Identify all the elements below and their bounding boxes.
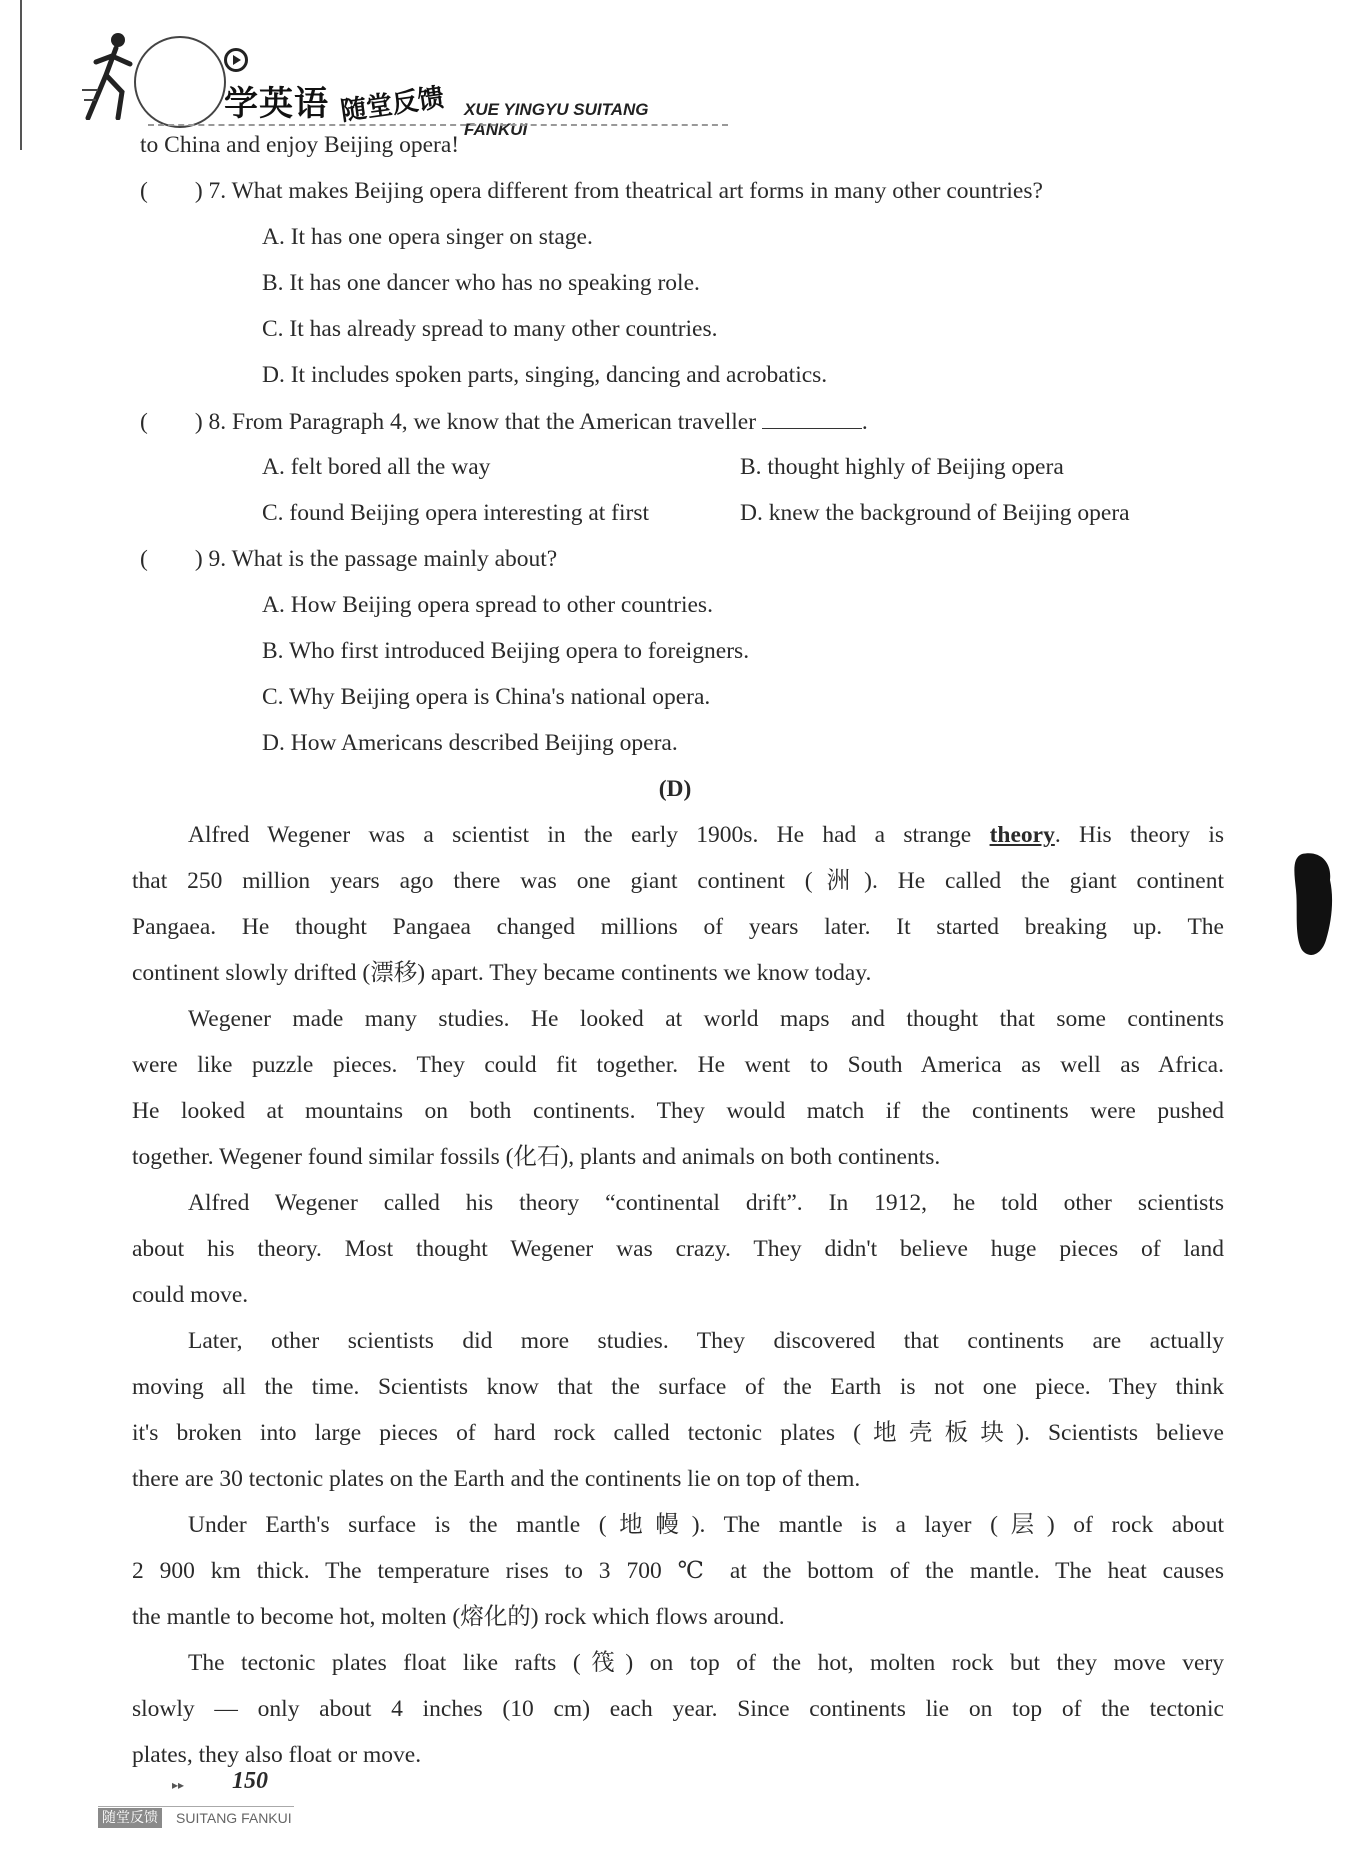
q9-option-a: A. How Beijing opera spread to other countries. <box>262 592 713 618</box>
p1-text-b: . His theory is <box>1054 822 1225 848</box>
ink-blot-icon <box>1292 850 1336 960</box>
header-divider <box>148 124 728 126</box>
passage-c-tail: to China and enjoy Beijing opera! <box>140 132 460 158</box>
p5-line-2: 2 900 km thick. The temperature rises to 3 700 ℃ at the bottom of the mantle. The heat causes <box>132 1558 1224 1584</box>
p1-line-2: that 250 million years ago there was one giant continent (洲). He called the giant continent <box>132 868 1224 894</box>
p1-text-a: Alfred Wegener was a scientist in the early 1900s. He had a strange <box>188 822 972 848</box>
header-circle-ornament <box>134 36 226 128</box>
bold-word-theory: theory <box>989 822 1055 848</box>
q9-option-d: D. How Americans described Beijing opera. <box>262 730 678 756</box>
p1-line-1 <box>188 820 1224 850</box>
p6-line-2: slowly — only about 4 inches (10 cm) each year. Since continents lie on top of the tectonic <box>132 1696 1224 1722</box>
p2-line-2: were like puzzle pieces. They could fit together. He went to South America as well as Africa. <box>132 1052 1224 1078</box>
page-number: 150 <box>232 1768 268 1794</box>
header-subtitle-cn: 随堂反馈 <box>338 82 446 128</box>
p2-line-1: Wegener made many studies. He looked at world maps and thought that some continents <box>188 1006 1224 1032</box>
binding-line <box>20 0 22 150</box>
p6-line-1: The tectonic plates float like rafts (筏) on top of the hot, molten rock but they move very <box>188 1650 1224 1676</box>
p5-line-1: Under Earth's surface is the mantle (地幔). The mantle is a layer (层) of rock about <box>188 1512 1224 1538</box>
p2-line-4: together. Wegener found similar fossils (化石), plants and animals on both continents. <box>132 1144 941 1170</box>
q8-option-d: D. knew the background of Beijing opera <box>740 500 1130 526</box>
q7-option-b: B. It has one dancer who has no speaking role. <box>262 270 700 296</box>
p5-line-3: the mantle to become hot, molten (熔化的) rock which flows around. <box>132 1604 785 1630</box>
q7-option-a: A. It has one opera singer on stage. <box>262 224 593 250</box>
p6-line-3: plates, they also float or move. <box>132 1742 422 1768</box>
q8-option-b: B. thought highly of Beijing opera <box>740 454 1064 480</box>
p4-line-3: it's broken into large pieces of hard rock called tectonic plates (地壳板块). Scientists believe <box>132 1420 1224 1446</box>
p4-line-1: Later, other scientists did more studies. They discovered that continents are actually <box>188 1328 1224 1354</box>
header-title-en: XUE YINGYU SUITANG FANKUI <box>464 100 649 139</box>
p1-line-3: Pangaea. He thought Pangaea changed millions of years later. It started breaking up. The <box>132 914 1224 940</box>
question-8-label: ( ) 8. From Paragraph 4, we know that the American traveller <box>140 409 757 435</box>
q9-option-c: C. Why Beijing opera is China's national opera. <box>262 684 711 710</box>
question-8-end: . <box>861 409 868 435</box>
p3-line-2: about his theory. Most thought Wegener was crazy. They didn't believe huge pieces of land <box>132 1236 1224 1262</box>
p1-line-4: continent slowly drifted (漂移) apart. They became continents we know today. <box>132 960 872 986</box>
footer-label-en: SUITANG FANKUI <box>176 1810 292 1826</box>
question-7: ( ) 7. What makes Beijing opera different from theatrical art forms in many other countries? <box>140 178 1043 204</box>
question-9: ( ) 9. What is the passage mainly about? <box>140 546 558 572</box>
play-icon <box>224 48 248 72</box>
q8-option-c: C. found Beijing opera interesting at first <box>262 500 650 526</box>
page-header <box>78 18 678 139</box>
q9-option-b: B. Who first introduced Beijing opera to foreigners. <box>262 638 750 664</box>
p4-line-4: there are 30 tectonic plates on the Earth and the continents lie on top of them. <box>132 1466 861 1492</box>
section-d-title: (D) <box>658 776 692 802</box>
q7-option-c: C. It has already spread to many other countries. <box>262 316 718 342</box>
q8-option-a: A. felt bored all the way <box>262 454 491 480</box>
footer-label-cn: 随堂反馈 <box>98 1808 162 1828</box>
question-8 <box>140 406 868 437</box>
p4-line-2: moving all the time. Scientists know that the surface of the Earth is not one piece. They think <box>132 1374 1224 1400</box>
p2-line-3: He looked at mountains on both continents. They would match if the continents were pushed <box>132 1098 1224 1124</box>
p3-line-1: Alfred Wegener called his theory “continental drift”. In 1912, he told other scientists <box>188 1190 1224 1216</box>
footer-arrows: ▸▸ <box>172 1778 185 1792</box>
q7-option-d: D. It includes spoken parts, singing, dancing and acrobatics. <box>262 362 828 388</box>
p3-line-3: could move. <box>132 1282 249 1308</box>
answer-blank <box>762 406 862 429</box>
header-title-cn: 学英语 <box>224 84 329 124</box>
